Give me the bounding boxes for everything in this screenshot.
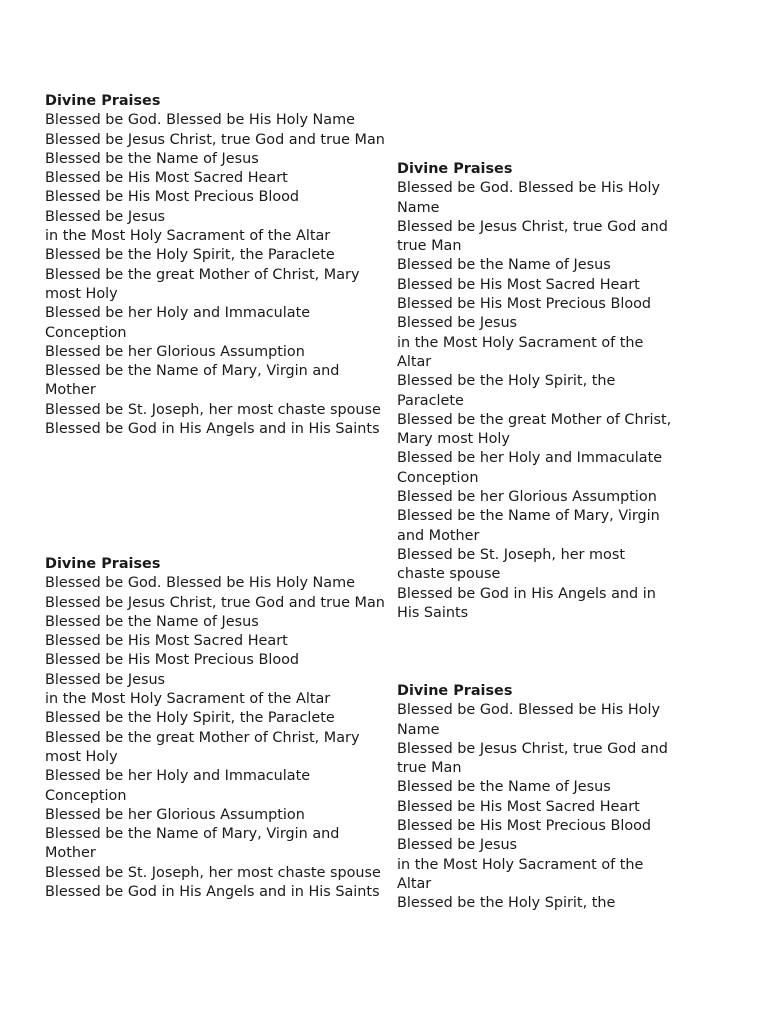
prayer-line: Blessed be her Glorious Assumption: [45, 806, 305, 823]
prayer-line: Blessed be the great Mother of Christ,: [397, 411, 672, 428]
prayer-line: Blessed be the Name of Jesus: [45, 613, 259, 630]
prayer-line: Blessed be her Holy and Immaculate: [45, 305, 311, 322]
prayer-line: Blessed be His Most Sacred Heart: [45, 170, 288, 187]
prayer-line: true Man: [397, 238, 462, 255]
prayer-line: and Mother: [397, 527, 480, 544]
prayer-line: Blessed be His Most Sacred Heart: [397, 798, 640, 815]
prayer-line: true Man: [397, 760, 462, 777]
prayer-line: Blessed be the Holy Spirit, the: [397, 895, 616, 912]
prayer-line: Paraclete: [397, 392, 464, 409]
prayer-line: in the Most Holy Sacrament of the Altar: [45, 228, 331, 245]
prayer-line: chaste spouse: [397, 566, 501, 583]
prayer-line: Blessed be His Most Precious Blood: [45, 652, 300, 669]
prayer-title: Divine Praises: [45, 93, 161, 109]
prayer-line: Blessed be Jesus: [45, 671, 166, 688]
prayer-line: Blessed be His Most Precious Blood: [397, 296, 652, 313]
prayer-line: Conception: [397, 469, 479, 486]
prayer-title: Divine Praises: [45, 556, 161, 572]
prayer-line: most Holy: [45, 748, 118, 765]
prayer-line: Blessed be the Name of Mary, Virgin and: [45, 363, 340, 380]
prayer-line: Blessed be the Name of Jesus: [397, 257, 611, 274]
prayer-block-bottom-left: [45, 555, 405, 902]
prayer-line: Blessed be God in His Angels and in: [397, 585, 656, 602]
prayer-line: Blessed be God. Blessed be His Holy: [397, 702, 660, 719]
prayer-block-bottom-right: [397, 682, 697, 914]
prayer-line: most Holy: [45, 285, 118, 302]
prayer-line: Blessed be the Name of Jesus: [397, 779, 611, 796]
prayer-line: Blessed be Jesus: [45, 208, 166, 225]
prayer-line: Blessed be her Glorious Assumption: [397, 489, 657, 506]
prayer-line: Name: [397, 199, 440, 216]
prayer-line: Blessed be His Most Sacred Heart: [397, 276, 640, 293]
prayer-line: Mother: [45, 845, 96, 862]
prayer-line: Blessed be the Name of Mary, Virgin and: [45, 826, 340, 843]
prayer-line: Altar: [397, 353, 432, 370]
prayer-title: Divine Praises: [397, 161, 513, 177]
prayer-line: Blessed be Jesus: [397, 315, 518, 332]
prayer-line: Blessed be Jesus Christ, true God and true Man: [45, 131, 385, 148]
prayer-line: Blessed be Jesus Christ, true God and: [397, 740, 668, 757]
prayer-line: Blessed be St. Joseph, her most: [397, 546, 626, 563]
prayer-line: Blessed be God. Blessed be His Holy Name: [45, 112, 355, 129]
prayer-line: Blessed be her Glorious Assumption: [45, 343, 305, 360]
prayer-line: Blessed be Jesus Christ, true God and: [397, 218, 668, 235]
prayer-line: in the Most Holy Sacrament of the: [397, 334, 644, 351]
prayer-line: Name: [397, 721, 440, 738]
prayer-line: Blessed be God. Blessed be His Holy: [397, 180, 660, 197]
prayer-line: Blessed be her Holy and Immaculate: [397, 450, 663, 467]
prayer-line: Blessed be the Name of Jesus: [45, 150, 259, 167]
prayer-line: Blessed be the great Mother of Christ, Mary: [45, 266, 360, 283]
prayer-line: Blessed be God in His Angels and in His Saints: [45, 421, 380, 438]
prayer-line: Blessed be her Holy and Immaculate: [45, 768, 311, 785]
prayer-line: Blessed be God in His Angels and in His Saints: [45, 884, 380, 901]
prayer-line: Blessed be the great Mother of Christ, Mary: [45, 729, 360, 746]
prayer-title: Divine Praises: [397, 683, 513, 699]
prayer-line: Altar: [397, 875, 432, 892]
prayer-line: Blessed be His Most Precious Blood: [397, 818, 652, 835]
prayer-line: Blessed be the Holy Spirit, the Paraclete: [45, 247, 335, 264]
prayer-line: Mother: [45, 382, 96, 399]
prayer-line: Conception: [45, 324, 127, 341]
prayer-line: Blessed be His Most Sacred Heart: [45, 633, 288, 650]
prayer-line: Blessed be His Most Precious Blood: [45, 189, 300, 206]
prayer-line: in the Most Holy Sacrament of the Altar: [45, 691, 331, 708]
prayer-block-top-right: [397, 160, 697, 623]
prayer-line: Blessed be the Holy Spirit, the Paraclete: [45, 710, 335, 727]
prayer-line: Blessed be Jesus: [397, 837, 518, 854]
prayer-line: Blessed be Jesus Christ, true God and true Man: [45, 594, 385, 611]
prayer-line: Blessed be St. Joseph, her most chaste spouse: [45, 401, 381, 418]
prayer-line: Conception: [45, 787, 127, 804]
prayer-line: Blessed be God. Blessed be His Holy Name: [45, 575, 355, 592]
prayer-line: His Saints: [397, 604, 469, 621]
prayer-line: Mary most Holy: [397, 431, 510, 448]
prayer-block-top-left: [45, 92, 405, 439]
prayer-line: in the Most Holy Sacrament of the: [397, 856, 644, 873]
prayer-line: Blessed be the Name of Mary, Virgin: [397, 508, 660, 525]
prayer-line: Blessed be the Holy Spirit, the: [397, 373, 616, 390]
prayer-line: Blessed be St. Joseph, her most chaste spouse: [45, 864, 381, 881]
